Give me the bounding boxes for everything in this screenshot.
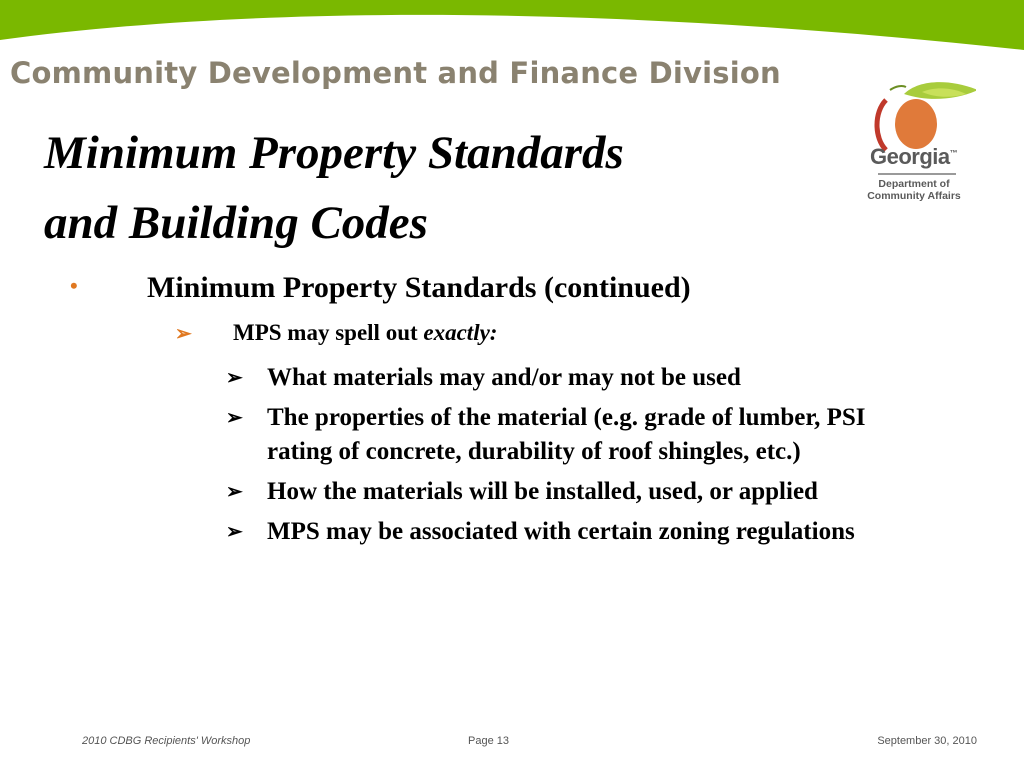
main-bullet bbox=[70, 271, 691, 305]
list-item bbox=[226, 475, 906, 509]
slide-title-line-1: Minimum Property Standards bbox=[44, 127, 624, 179]
arrow-bullet-icon: ➢ bbox=[226, 407, 243, 429]
sub-bullet-emphasis: exactly: bbox=[423, 320, 498, 345]
list-item-text: MPS may be associated with certain zoning regulations bbox=[267, 518, 855, 545]
list-item-text: The properties of the material (e.g. grade of lumber, PSI rating of concrete, durability of roof shingles, etc.) bbox=[267, 404, 866, 465]
list-item bbox=[226, 361, 906, 395]
list-item bbox=[226, 515, 906, 549]
arrow-bullet-icon: ➢ bbox=[226, 521, 243, 543]
division-name: Community Development and Finance Division bbox=[10, 56, 781, 90]
footer-date: September 30, 2010 bbox=[877, 735, 977, 747]
detail-list bbox=[226, 361, 906, 555]
footer-event: 2010 CDBG Recipients' Workshop bbox=[82, 735, 251, 747]
department-name bbox=[856, 178, 972, 202]
slide-title bbox=[44, 118, 624, 258]
georgia-wordmark: Georgia™ bbox=[870, 144, 958, 169]
main-bullet-text: Minimum Property Standards (continued) bbox=[147, 271, 691, 304]
department-line-2: Community Affairs bbox=[867, 190, 961, 202]
arrow-bullet-icon: ➢ bbox=[226, 481, 243, 503]
arrow-bullet-icon: ➢ bbox=[175, 323, 192, 345]
arrow-bullet-icon: ➢ bbox=[226, 367, 243, 389]
bullet-dot-icon: • bbox=[70, 273, 78, 298]
department-line-1: Department of bbox=[878, 178, 950, 190]
slide-title-line-2: and Building Codes bbox=[44, 197, 428, 249]
sub-bullet-text: MPS may spell out bbox=[233, 320, 424, 345]
list-item bbox=[226, 401, 906, 469]
list-item-text: How the materials will be installed, used, or applied bbox=[267, 478, 818, 505]
georgia-dca-logo bbox=[856, 80, 976, 210]
footer-page-number: Page 13 bbox=[468, 735, 509, 747]
list-item-text: What materials may and/or may not be used bbox=[267, 364, 741, 391]
logo-divider bbox=[878, 173, 956, 175]
sub-bullet bbox=[175, 320, 497, 346]
